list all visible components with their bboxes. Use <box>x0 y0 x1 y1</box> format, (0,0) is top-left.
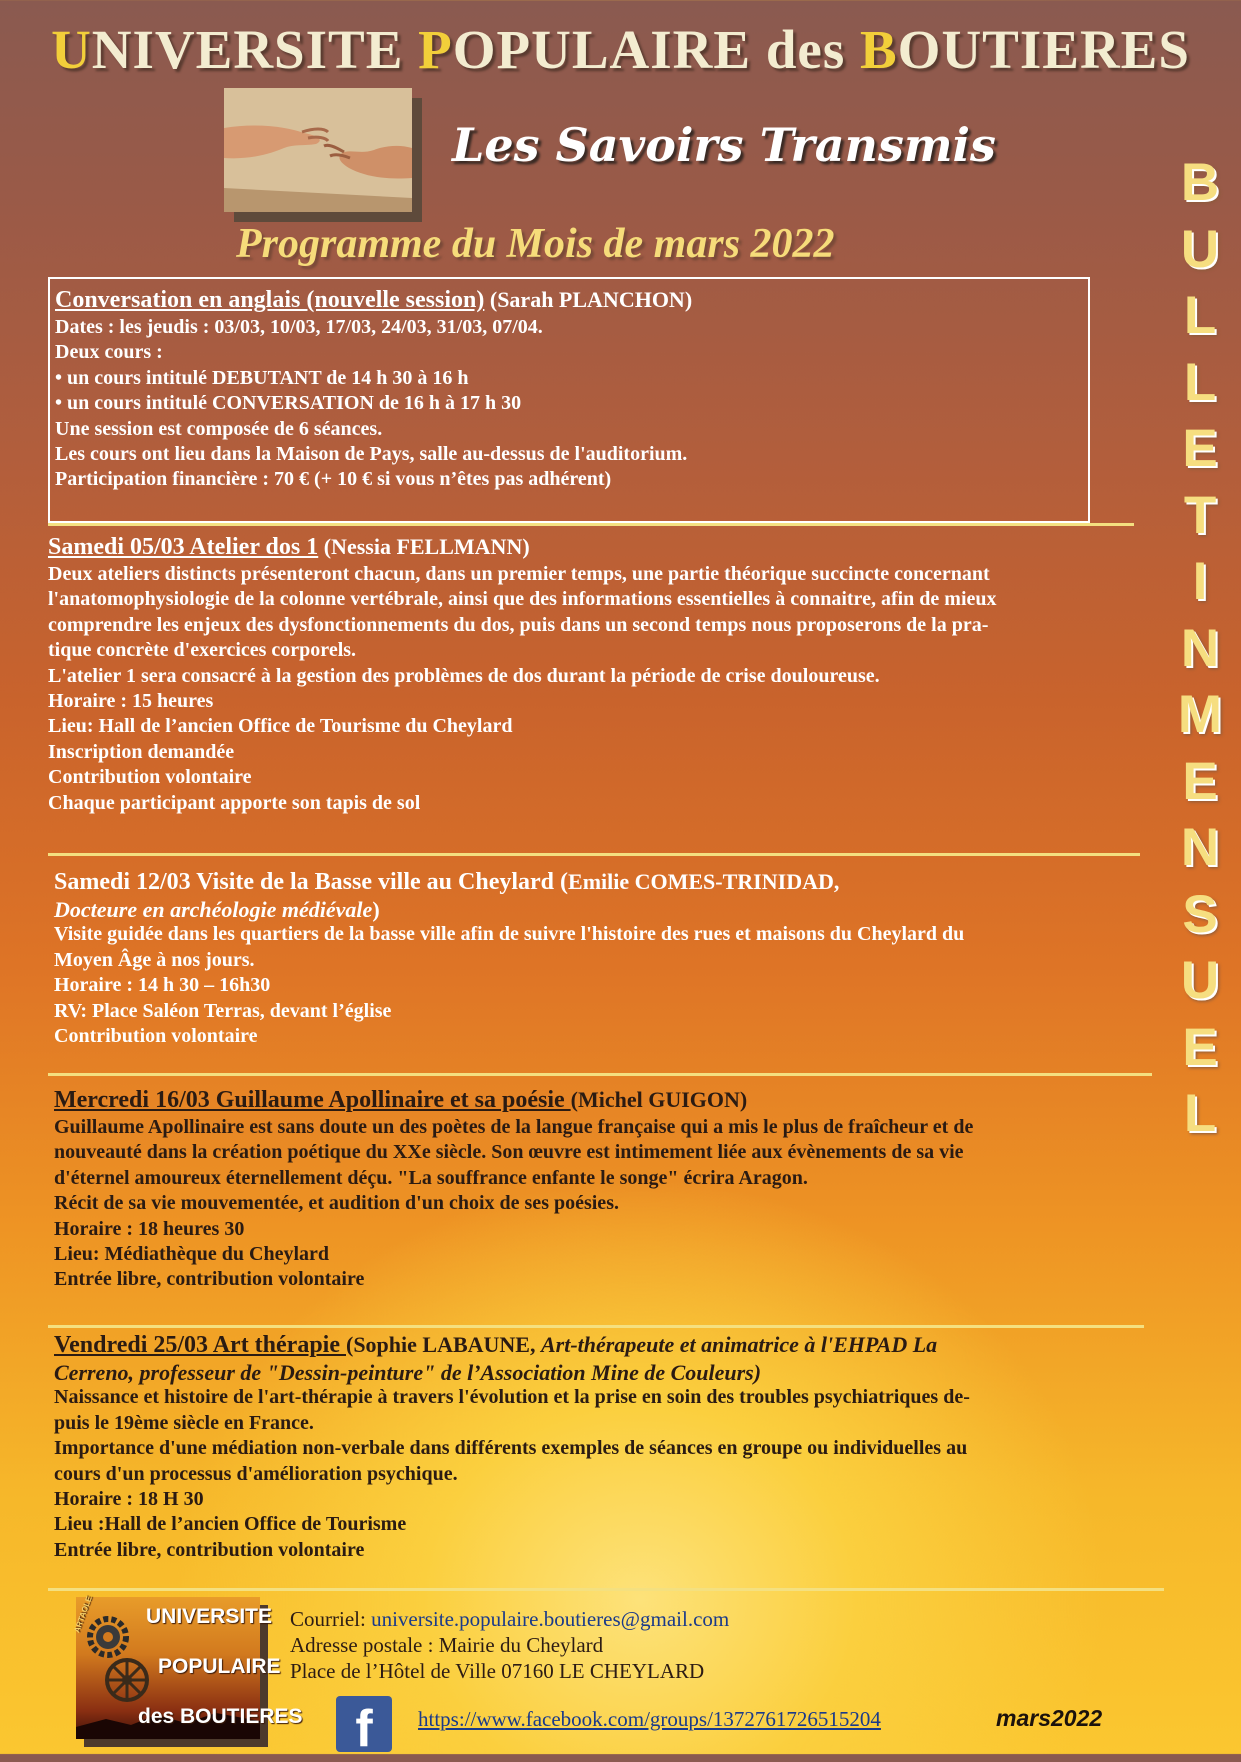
text-line: comprendre les enjeux des dysfonctionnements du dos, puis dans un second temps nous proposerons de la pra- <box>48 613 989 636</box>
text-line: RV: Place Saléon Terras, devant l’église <box>54 999 392 1022</box>
section-visite <box>54 867 964 1049</box>
facebook-group-link[interactable]: https://www.facebook.com/groups/1372761726515204 <box>418 1707 881 1731</box>
divider <box>48 853 1140 856</box>
speaker-role-continued: Cerreno, professeur de "Dessin-peinture" de l’Association Mine de Couleurs) <box>54 1360 762 1385</box>
banner-letter: L <box>1183 352 1217 412</box>
banner-letter: E <box>1182 419 1218 478</box>
contact-block <box>290 1606 729 1684</box>
text-line: Les cours ont lieu dans la Maison de Pays, salle au-dessus de l'auditorium. <box>55 443 688 466</box>
section-anglais <box>55 285 692 493</box>
page-title: UNIVERSITE POPULAIRE des BOUTIERES <box>51 19 1190 80</box>
section-body <box>54 1115 973 1293</box>
text-line: Entrée libre, contribution volontaire <box>54 1268 365 1291</box>
section-art-therapie <box>54 1330 970 1563</box>
banner-letter: B <box>1180 153 1220 212</box>
text-line: Contribution volontaire <box>54 1025 258 1048</box>
banner-letter: L <box>1183 1084 1217 1143</box>
speaker-close: ) <box>372 897 380 922</box>
section-body <box>55 315 692 493</box>
banner-letter: U <box>1180 951 1220 1010</box>
text-line: Horaire : 18 heures 30 <box>54 1217 245 1240</box>
text-line: • un cours intitulé DEBUTANT de 14 h 30 à 16 h <box>55 366 469 389</box>
section-speaker: (Nessia FELLMANN) <box>318 534 530 559</box>
banner-letter: T <box>1183 485 1217 545</box>
section-apollinaire <box>54 1085 973 1293</box>
banner-letter: E <box>1182 751 1218 811</box>
banner-letter: L <box>1183 286 1217 345</box>
speaker-role: Docteure en archéologie médiévale <box>54 897 373 922</box>
text-line: l'anatomophysiologie de la colonne vertébrale, ainsi que des informations essentielles à connaitre, afin de mieux <box>48 588 997 611</box>
banner-letter: N <box>1180 618 1220 678</box>
section-body <box>54 1385 970 1563</box>
section-title: Conversation en anglais (nouvelle session) <box>55 287 485 313</box>
text-line: Entrée libre, contribution volontaire <box>54 1538 365 1561</box>
wheel-icon <box>102 1655 152 1705</box>
text-line: Contribution volontaire <box>48 766 252 789</box>
banner-letter: N <box>1180 818 1220 877</box>
divider <box>48 1588 1164 1591</box>
tagline: Les Savoirs Transmis <box>452 118 996 172</box>
section-speaker: (Sarah PLANCHON) <box>484 287 693 312</box>
section-title: Mercredi 16/03 Guillaume Apollinaire et sa poésie <box>54 1087 571 1113</box>
section-title: Vendredi 25/03 Art thérapie <box>54 1332 346 1358</box>
address-line: Adresse postale : Mairie du Cheylard <box>290 1633 604 1657</box>
section-title: Samedi 05/03 Atelier dos 1 <box>48 534 319 560</box>
programme-heading: Programme du Mois de mars 2022 <box>236 221 835 267</box>
section-body <box>48 562 997 816</box>
text-line: Deux ateliers distincts présenteront chacun, dans un premier temps, une partie théorique succincte concernant <box>48 563 990 585</box>
banner-letter: S <box>1182 884 1218 944</box>
text-line: cours d'un processus d'amélioration psychique. <box>54 1462 458 1485</box>
section-body <box>54 922 964 1049</box>
text-line: Dates : les jeudis : 03/03, 10/03, 17/03, 24/03, 31/03, 07/04. <box>55 316 543 338</box>
text-line: Inscription demandée <box>48 740 235 763</box>
banner-letter: U <box>1180 219 1220 279</box>
text-line: Participation financière : 70 € (+ 10 € si vous n’êtes pas adhérent) <box>55 468 612 491</box>
hands-illustration <box>224 88 412 212</box>
text-line: L'atelier 1 sera consacré à la gestion des problèmes de dos durant la période de crise douloureuse. <box>48 664 880 687</box>
text-line: d'éternel amoureux éternellement déçu. "La souffrance enfante le songe" écrira Aragon. <box>54 1166 808 1189</box>
banner-letter: M <box>1177 685 1223 744</box>
banner-letter: I <box>1192 552 1208 611</box>
email-link[interactable]: universite.populaire.boutieres@gmail.com <box>371 1607 730 1631</box>
logo-line: des BOUTIERES <box>138 1705 303 1728</box>
text-line: Naissance et histoire de l'art-thérapie à travers l'évolution et la prise en soin des troubles psychiatriques de- <box>54 1386 970 1409</box>
section-speaker: (Michel GUIGON) <box>570 1087 748 1112</box>
text-line: Récit de sa vie mouvementée, et audition d'un choix de ses poésies. <box>54 1192 619 1215</box>
creation-of-adam-image <box>224 88 412 212</box>
text-line: puis le 19ème siècle en France. <box>54 1411 314 1434</box>
banner-letter: E <box>1182 1017 1218 1077</box>
logo-line: POPULAIRE <box>158 1655 281 1678</box>
text-line: Horaire : 18 H 30 <box>54 1488 204 1511</box>
section-dos <box>48 532 997 816</box>
text-line: tique concrète d'exercices corporels. <box>48 639 357 662</box>
speaker-role: Art-thérapeute et animatrice à l'EHPAD La <box>540 1332 938 1357</box>
divider <box>48 1073 1152 1076</box>
text-line: Moyen Âge à nos jours. <box>54 948 255 971</box>
logo-small-text: ARTAOLE <box>72 1595 94 1634</box>
divider <box>48 523 1134 526</box>
text-line: Lieu :Hall de l’ancien Office de Tourisme <box>54 1513 407 1536</box>
text-line: Lieu: Hall de l’ancien Office de Tourisme du Cheylard <box>48 715 513 738</box>
section-speaker: (Sophie LABAUNE, <box>346 1332 541 1357</box>
logo-line: UNIVERSITE <box>146 1605 273 1628</box>
text-line: Horaire : 14 h 30 – 16h30 <box>54 974 271 997</box>
facebook-f-glyph: f <box>355 1700 373 1758</box>
text-line: Deux cours : <box>55 341 163 364</box>
text-line: Chaque participant apporte son tapis de sol <box>48 791 421 814</box>
text-line: nouveauté dans la création poétique du XXe siècle. Son œuvre est intimement liée aux évènements de sa vie <box>54 1141 964 1164</box>
text-line: Importance d'une médiation non-verbale dans différents exemples de séances en groupe ou individuelles au <box>54 1437 968 1460</box>
text-line: • un cours intitulé CONVERSATION de 16 h à 17 h 30 <box>55 392 522 415</box>
address-line: Place de l’Hôtel de Ville 07160 LE CHEYLARD <box>290 1659 705 1683</box>
bulletin-date: mars2022 <box>996 1705 1103 1731</box>
divider <box>48 1325 1144 1328</box>
section-speaker: Emilie COMES-TRINIDAD, <box>568 869 840 894</box>
text-line: Guillaume Apollinaire est sans doute un des poètes de la langue française qui a mis le plus de fraîcheur et de <box>54 1116 974 1138</box>
section-title: Samedi 12/03 Visite de la Basse ville au Cheylard ( <box>54 869 569 895</box>
bulletin-mensuel-banner <box>1170 150 1230 1148</box>
text-line: Une session est composée de 6 séances. <box>55 417 383 440</box>
text-line: Lieu: Médiathèque du Cheylard <box>54 1243 330 1266</box>
text-line: Horaire : 15 heures <box>48 690 214 713</box>
up-boutieres-logo <box>72 1595 303 1739</box>
text-line: Visite guidée dans les quartiers de la basse ville afin de suivre l'histoire des rues et maisons du Cheylard du <box>54 923 965 946</box>
mail-label: Courriel: <box>290 1607 372 1631</box>
